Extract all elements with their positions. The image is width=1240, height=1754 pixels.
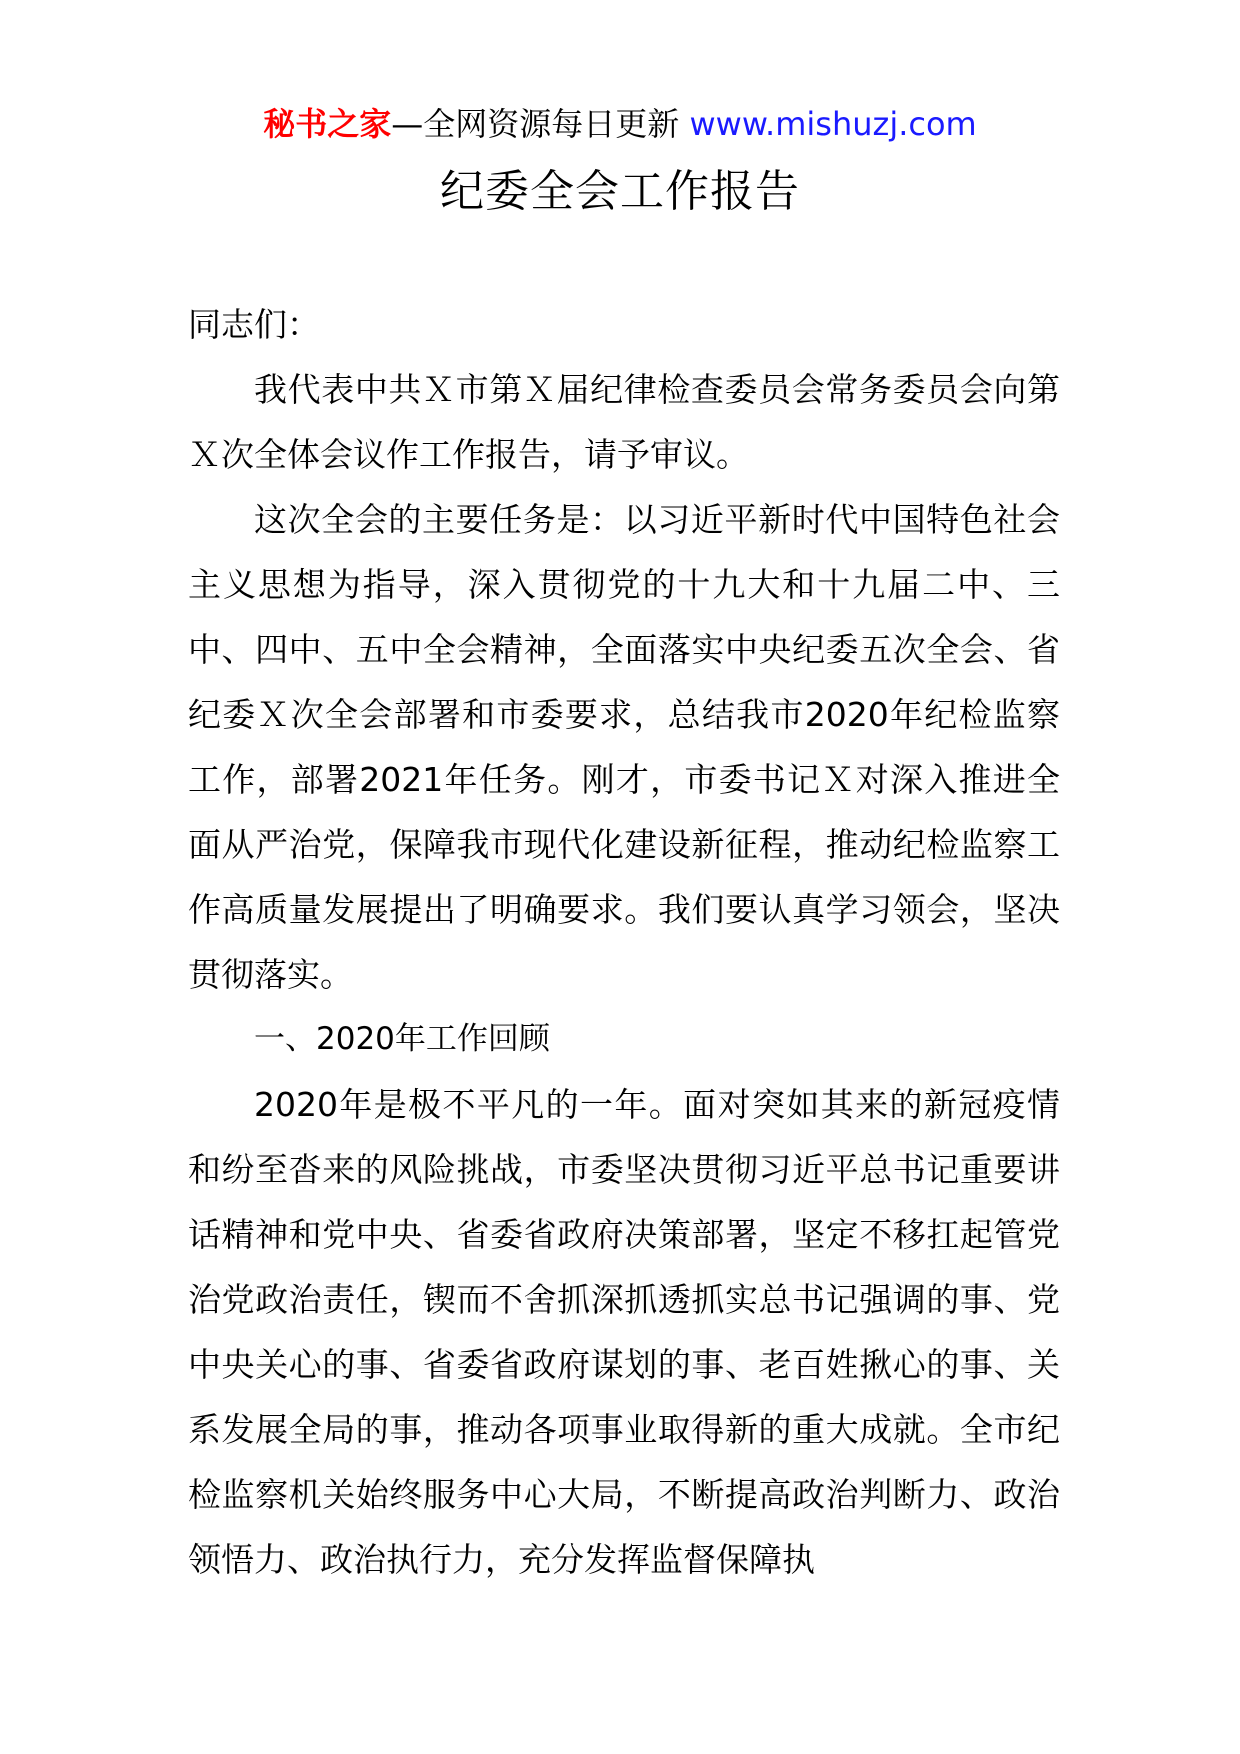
site-url-link[interactable]: www.mishuzj.com	[689, 105, 977, 143]
header-tagline: —全网资源每日更新	[391, 105, 690, 143]
section-heading: 一、2020年工作回顾	[254, 1021, 550, 1057]
salutation: 同志们：	[188, 305, 320, 344]
site-header	[0, 100, 1240, 148]
paragraph-intro: 我代表中共Ｘ市第Ｘ届纪律检查委员会常务委员会向第Ｘ次全体会议作工作报告，请予审议。	[188, 370, 1060, 474]
document-body	[188, 292, 1060, 1592]
brand-name: 秘书之家	[263, 105, 392, 143]
document-title: 纪委全会工作报告	[440, 166, 800, 217]
paragraph-review: 2020年是极不平凡的一年。面对突如其来的新冠疫情和纷至沓来的风险挑战，市委坚决贯彻习近平总书记重要讲话精神和党中央、省委省政府决策部署，坚定不移扛起管党治党政治责任，锲而不舍抓深抓透抓实总书记强调的事、党中央关心的事、省委省政府谋划的事、老百姓揪心的事、关系发展全局的事，推动各项事业取得新的重大成就。全市纪检监察机关始终服务中心大局，不断提高政治判断力、政治领悟力、政治执行力，充分发挥监督保障执	[188, 1085, 1060, 1579]
paragraph-tasks: 这次全会的主要任务是：以习近平新时代中国特色社会主义思想为指导，深入贯彻党的十九大和十九届二中、三中、四中、五中全会精神，全面落实中央纪委五次全会、省纪委Ｘ次全会部署和市委要求，总结我市2020年纪检监察工作，部署2021年任务。刚才，市委书记Ｘ对深入推进全面从严治党，保障我市现代化建设新征程，推动纪检监察工作高质量发展提出了明确要求。我们要认真学习领会，坚决贯彻落实。	[188, 500, 1060, 994]
